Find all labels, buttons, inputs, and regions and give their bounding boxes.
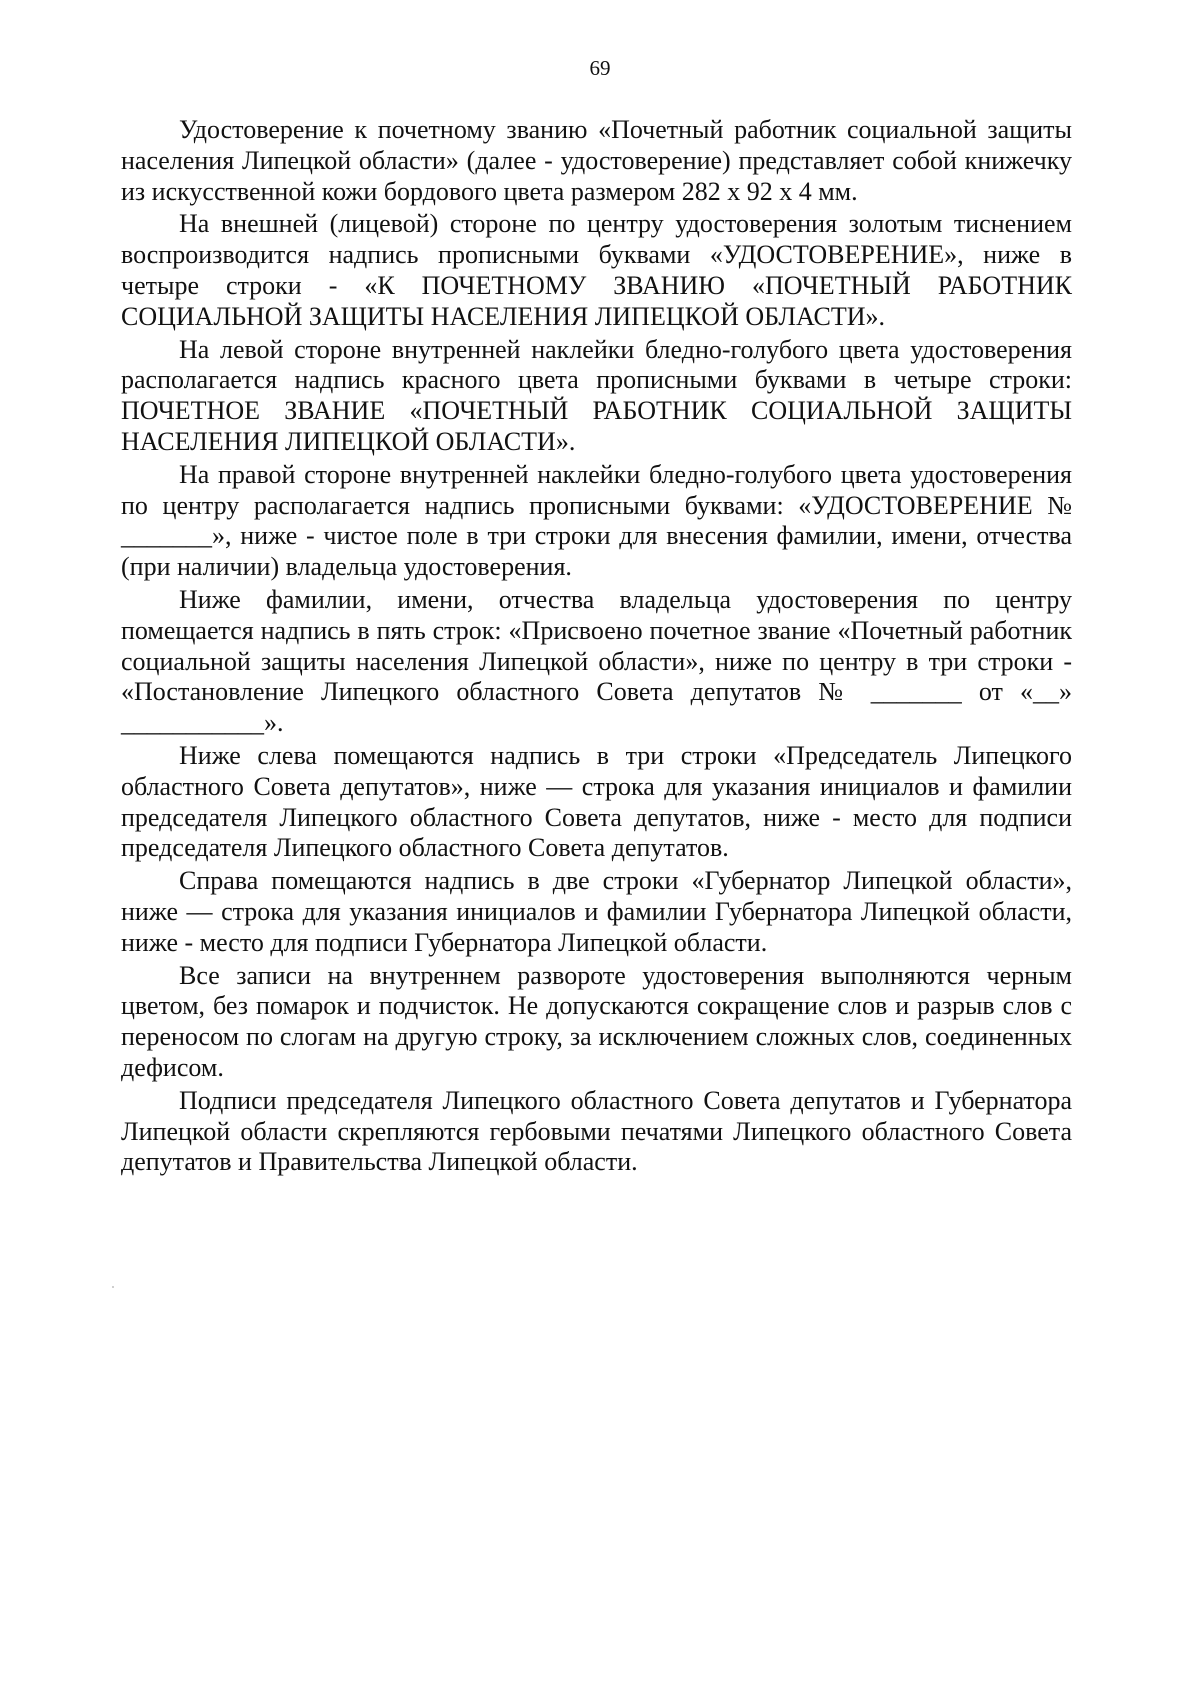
- paragraph-awarded-text: Ниже фамилии, имени, отчества владельца удостоверения по центру помещается надпись в пять строк: «Присвоено почетное звание «Почетный работник социальной защиты населения Липецкой области», ниже по центру в три строки - «Постановление Липецкого областного Совета депутатов № _______ от «__» ___________».: [121, 584, 1072, 738]
- paragraph-inner-right: На правой стороне внутренней наклейки бледно-голубого цвета удостоверения по центру располагается надпись прописными буквами: «УДОСТОВЕРЕНИЕ № _______», ниже - чистое поле в три строки для внесения фамилии, имени, отчества (при наличии) владельца удостоверения.: [121, 459, 1072, 582]
- paragraph-outer-side: На внешней (лицевой) стороне по центру удостоверения золотым тиснением воспроизводится надпись прописными буквами «УДОСТОВЕРЕНИЕ», ниже в четыре строки - «К ПОЧЕТНОМУ ЗВАНИЮ «ПОЧЕТНЫЙ РАБОТНИК СОЦИАЛЬНОЙ ЗАЩИТЫ НАСЕЛЕНИЯ ЛИПЕЦКОЙ ОБЛАСТИ».: [121, 209, 1072, 331]
- paragraph-certificate-description: Удостоверение к почетному званию «Почетный работник социальной защиты населения Липецкой области» (далее - удостоверение) представляет собой книжечку из искусственной кожи бордового цвета размером 282 х 92 х 4 мм.: [121, 115, 1072, 206]
- paragraph-seals: Подписи председателя Липецкого областного Совета депутатов и Губернатора Липецкой области скрепляются гербовыми печатями Липецкого областного Совета депутатов и Правительства Липецкой области.: [121, 1085, 1072, 1177]
- paragraph-writing-rules: Все записи на внутреннем развороте удостоверения выполняются черным цветом, без помарок и подчисток. Не допускаются сокращение слов и разрыв слов с переносом по слогам на другую строку, за исключением сложных слов, соединенных дефисом.: [121, 960, 1072, 1082]
- paragraph-governor-signature: Справа помещаются надпись в две строки «Губернатор Липецкой области», ниже — строка для указания инициалов и фамилии Губернатора Липецкой области, ниже - место для подписи Губернатора Липецкой области.: [121, 866, 1072, 957]
- paragraph-chairman-signature: Ниже слева помещаются надпись в три строки «Председатель Липецкого областного Совета депутатов», ниже — строка для указания инициалов и фамилии председателя Липецкого областного Совета депутатов, ниже - место для подписи председателя Липецкого областного Совета депутатов.: [121, 740, 1072, 863]
- paragraph-inner-left: На левой стороне внутренней наклейки бледно-голубого цвета удостоверения располагается надпись красного цвета прописными буквами в четыре строки: ПОЧЕТНОЕ ЗВАНИЕ «ПОЧЕТНЫЙ РАБОТНИК СОЦИАЛЬНОЙ ЗАЩИТЫ НАСЕЛЕНИЯ ЛИПЕЦКОЙ ОБЛАСТИ».: [121, 334, 1072, 456]
- document-body: [121, 115, 1072, 1180]
- scan-artifact: [112, 1286, 114, 1288]
- page-number: 69: [589, 56, 611, 80]
